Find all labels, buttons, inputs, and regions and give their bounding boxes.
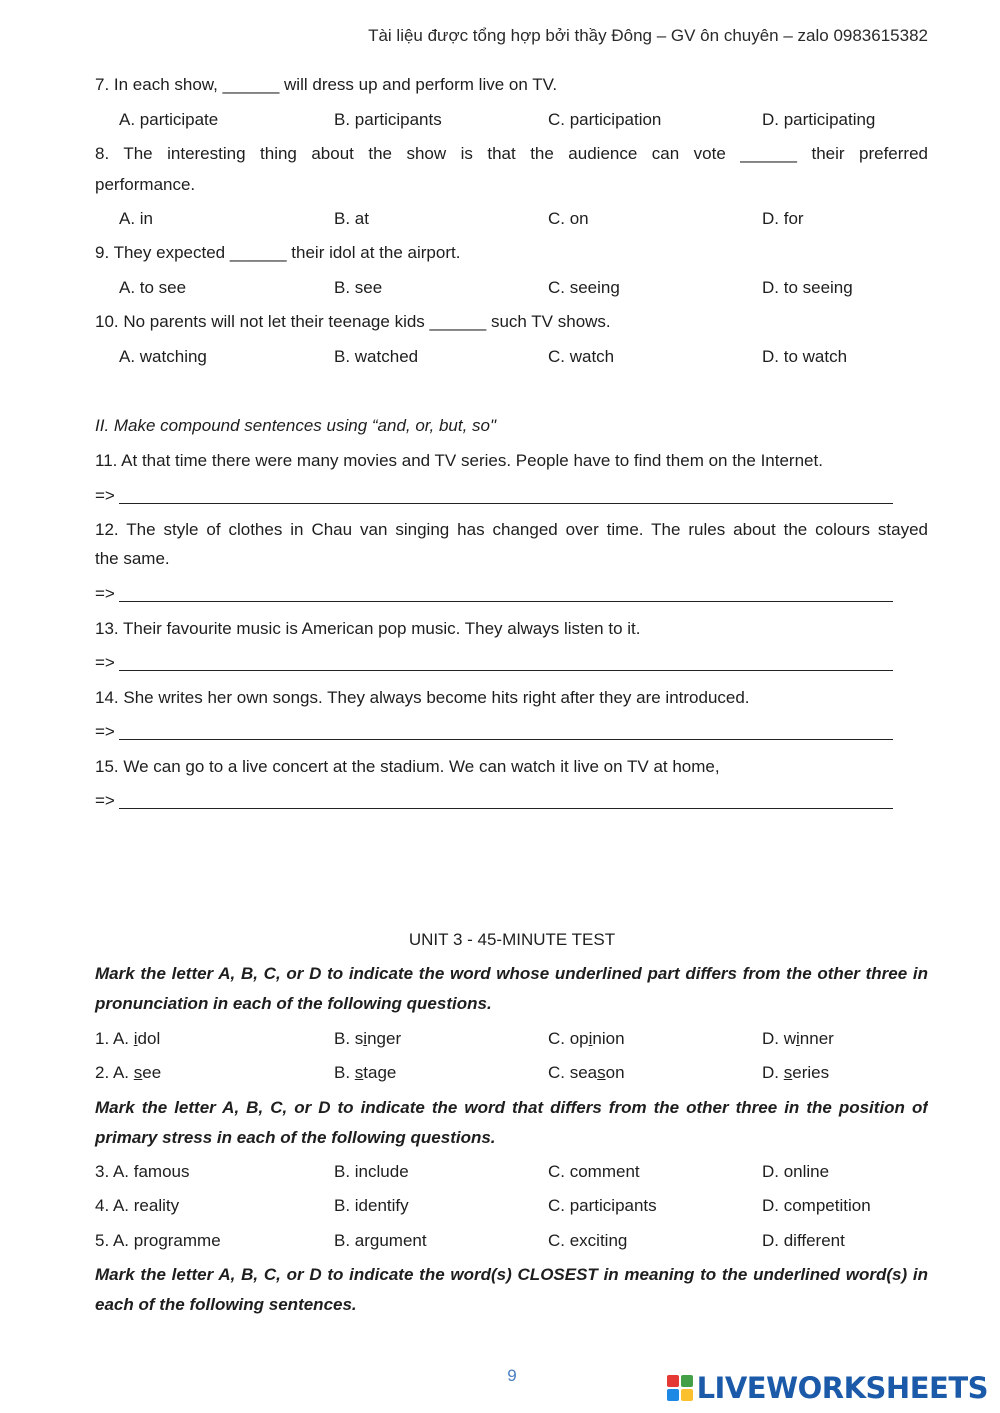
- instruction-pronunciation-line1: Mark the letter A, B, C, or D to indicate the word whose underlined part differs from the other three in: [95, 964, 928, 983]
- q7-option-c: C. participation: [548, 110, 662, 129]
- unit-title: UNIT 3 - 45-MINUTE TEST: [408, 930, 616, 949]
- pron-q1-option-d: D. winner: [762, 1029, 834, 1048]
- question-12-line1: 12. The style of clothes in Chau van singing has changed over time. The rules about the colours stayed: [95, 520, 928, 539]
- q10-option-d: D. to watch: [762, 347, 848, 366]
- stress-q3-option-d: D. online: [762, 1162, 830, 1181]
- pron-q1-option-b: B. singer: [334, 1029, 402, 1048]
- stress-q5-option-c: C. exciting: [548, 1231, 628, 1250]
- pron-q1-option-c: C. opinion: [548, 1029, 625, 1048]
- question-9: 9. They expected ______ their idol at the airport.: [95, 243, 461, 262]
- question-8-line1: 8. The interesting thing about the show is that the audience can vote ______ their preferred: [95, 144, 928, 163]
- page-number: 9: [507, 1366, 517, 1385]
- answer-line-14[interactable]: [95, 722, 893, 742]
- liveworksheets-logo-icon: [667, 1375, 693, 1401]
- instruction-stress-line1: Mark the letter A, B, C, or D to indicate the word that differs from the other three in the position of: [95, 1098, 928, 1117]
- q8-option-d: D. for: [762, 209, 804, 228]
- instruction-closest-line1: Mark the letter A, B, C, or D to indicate the word(s) CLOSEST in meaning to the underlined word(s) in: [95, 1265, 928, 1284]
- answer-arrow: =>: [95, 722, 115, 741]
- pron-q2-option-c: C. season: [548, 1063, 625, 1082]
- stress-q4-option-d: D. competition: [762, 1196, 871, 1215]
- question-7: 7. In each show, ______ will dress up and perform live on TV.: [95, 75, 558, 94]
- q7-option-a: A. participate: [119, 110, 219, 129]
- pron-q2-option-a: 2. A. see: [95, 1063, 162, 1082]
- question-12-line2: the same.: [95, 549, 170, 568]
- q8-option-b: B. at: [334, 209, 369, 228]
- stress-q5-option-d: D. different: [762, 1231, 845, 1250]
- instruction-pronunciation-line2: pronunciation in each of the following questions.: [95, 994, 492, 1013]
- q10-option-b: B. watched: [334, 347, 419, 366]
- pron-q2-option-d: D. series: [762, 1063, 830, 1082]
- stress-q4-option-c: C. participants: [548, 1196, 657, 1215]
- stress-q5-option-a: 5. A. programme: [95, 1231, 221, 1250]
- stress-q3-option-b: B. include: [334, 1162, 409, 1181]
- answer-arrow: =>: [95, 653, 115, 672]
- liveworksheets-logo[interactable]: [667, 1371, 988, 1405]
- answer-blank[interactable]: [119, 725, 893, 740]
- q9-option-d: D. to seeing: [762, 278, 853, 297]
- question-8-line2: performance.: [95, 175, 196, 194]
- q7-option-b: B. participants: [334, 110, 442, 129]
- question-11: 11. At that time there were many movies and TV series. People have to find them on the Internet.: [95, 451, 823, 470]
- section-heading-compound: II. Make compound sentences using “and, or, but, so": [95, 416, 497, 435]
- answer-line-15[interactable]: [95, 791, 893, 811]
- q7-option-d: D. participating: [762, 110, 876, 129]
- instruction-stress-line2: primary stress in each of the following questions.: [95, 1128, 496, 1147]
- answer-blank[interactable]: [119, 587, 893, 602]
- answer-line-11[interactable]: [95, 486, 893, 506]
- q10-option-c: C. watch: [548, 347, 615, 366]
- q9-option-b: B. see: [334, 278, 383, 297]
- stress-q4-option-a: 4. A. reality: [95, 1196, 180, 1215]
- question-15: 15. We can go to a live concert at the stadium. We can watch it live on TV at home,: [95, 757, 720, 776]
- answer-line-13[interactable]: [95, 653, 893, 673]
- question-10: 10. No parents will not let their teenage kids ______ such TV shows.: [95, 312, 611, 331]
- q8-option-c: C. on: [548, 209, 589, 228]
- document-header: Tài liệu được tổng hợp bởi thầy Đông – GV ôn chuyên – zalo 0983615382: [368, 26, 928, 45]
- answer-arrow: =>: [95, 791, 115, 810]
- answer-blank[interactable]: [119, 794, 893, 809]
- stress-q5-option-b: B. argument: [334, 1231, 427, 1250]
- answer-arrow: =>: [95, 584, 115, 603]
- pron-q1-option-a: 1. A. idol: [95, 1029, 161, 1048]
- answer-arrow: =>: [95, 486, 115, 505]
- stress-q3-option-a: 3. A. famous: [95, 1162, 190, 1181]
- liveworksheets-brand-text: LIVEWORKSHEETS: [696, 1371, 988, 1405]
- answer-blank[interactable]: [119, 489, 893, 504]
- stress-q3-option-c: C. comment: [548, 1162, 640, 1181]
- question-14: 14. She writes her own songs. They always become hits right after they are introduced.: [95, 688, 750, 707]
- question-13: 13. Their favourite music is American pop music. They always listen to it.: [95, 619, 641, 638]
- q9-option-c: C. seeing: [548, 278, 620, 297]
- answer-blank[interactable]: [119, 656, 893, 671]
- q8-option-a: A. in: [119, 209, 154, 228]
- instruction-closest-line2: each of the following sentences.: [95, 1295, 357, 1314]
- q9-option-a: A. to see: [119, 278, 187, 297]
- q10-option-a: A. watching: [119, 347, 207, 366]
- answer-line-12[interactable]: [95, 584, 893, 604]
- stress-q4-option-b: B. identify: [334, 1196, 409, 1215]
- pron-q2-option-b: B. stage: [334, 1063, 397, 1082]
